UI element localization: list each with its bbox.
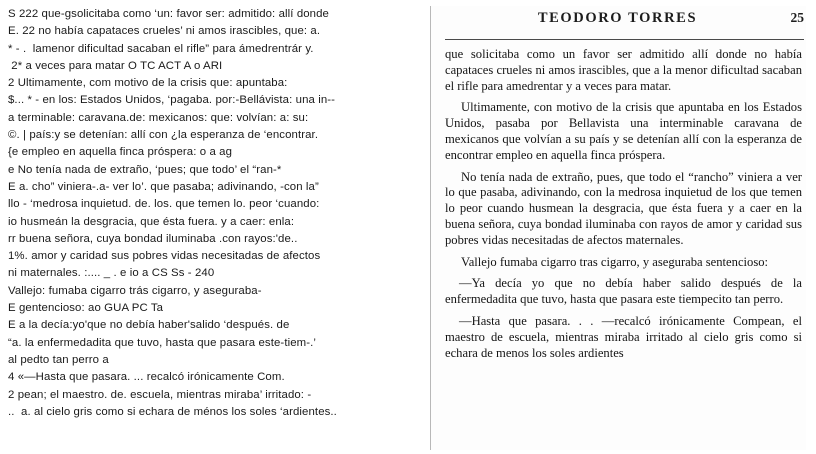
running-head-title: TEODORO TORRES (537, 10, 698, 26)
ocr-line: E. 22 no había capataces crueles’ ni amos irascibles, que: a. (8, 25, 321, 38)
ocr-line: al pedto tan perro a (8, 353, 109, 366)
paragraph: que solicitaba como un favor ser admitido allí donde no había capataces crueles ni amos irascibles, que a la menor dificultad sacaban el rifle para amedrentar y a veces para matar. (445, 47, 802, 93)
ocr-line: * - . lamenor dificultad sacaban el rifle” para ámedrentrár y. (8, 42, 314, 55)
ocr-line: E gentencioso: ao GUA PC Ta (8, 302, 164, 315)
ocr-line: e No tenía nada de extraño, ‘pues; que todo’ el “ran-* (8, 163, 282, 176)
ocr-line: ni maternales. :.... _ . e io a CS Ss - 240 (8, 267, 215, 280)
ocr-line: llo - ‘medrosa inquietud. de. los. que temen lo. peor ‘cuando: (8, 198, 320, 211)
ocr-line: E a la decía:yo'que no debía haber'salido ‘después. de (8, 319, 290, 332)
ocr-line: a terminable: caravana.de: mexicanos: que: volvían: a: su: (8, 111, 309, 124)
running-head (445, 10, 806, 36)
paragraph: Ultimamente, con motivo de la crisis que apuntaba en los Estados Unidos, pasaba por Bellavista una interminable caravana de mexicanos que volvían a su país y se detenían allí con la esperanza de encontrar empleo en aquella finca próspera. (445, 100, 802, 162)
paragraph: Vallejo fumaba cigarro tras cigarro, y aseguraba sentencioso: (461, 254, 769, 269)
scanned-page-body (430, 6, 806, 450)
ocr-line: {e empleo en aquella finca próspera: o a ag (8, 146, 233, 159)
header-divider (445, 39, 804, 40)
ocr-line: 2 pean; el maestro. de. escuela, mientras miraba’ irritado: - (8, 388, 312, 401)
ocr-line: 1%. amor y caridad sus pobres vidas necesitadas de afectos (8, 250, 321, 263)
ocr-line: $... * - en los: Estados Unidos, ‘pagaba. por:-Bellávista: una in-- (8, 94, 336, 107)
ocr-line: S 222 que-gsolicitaba como ‘un: favor ser: admitido: allí donde (8, 8, 329, 20)
ocr-line: 2* a veces para matar O TC ACT A o ARI (8, 59, 223, 72)
paragraph: —Ya decía yo que no debía haber salido después de la enfermedadita que tuvo, hasta que pasara este tiempecito tan perro. (445, 276, 802, 307)
page-number: 25 (790, 10, 804, 25)
ocr-line: io husmeán la desgracia, que ésta fuera. y a caer: enla: (8, 215, 295, 228)
ocr-line: ©. | país:y se detenían: allí con ¿la esperanza de ‘encontrar. (8, 129, 319, 142)
scanned-page-pane (418, 0, 816, 454)
ocr-line: 2 Ultimamente, com motivo de la crisis que: apuntaba: (8, 77, 288, 90)
ocr-line: 4 «—Hasta que pasara. ... recalcó irónicamente Com. (8, 371, 285, 384)
paragraph: —Hasta que pasara. . . —recalcó irónicamente Compean, el maestro de escuela, mientras miraba irritado al cielo gris como si echara de menos los soles ardientes (445, 313, 802, 360)
ocr-line: Vallejo: fumaba cigarro trás cigarro, y aseguraba- (8, 284, 262, 297)
ocr-line: E a. cho” viniera-.a- ver lo’. que pasaba; adivinando, -con la” (8, 180, 319, 193)
page-text (445, 47, 806, 361)
ocr-line: rr buena señora, cuya bondad iluminaba .con rayos:'de.. (8, 232, 298, 245)
ocr-line: .. a. al cielo gris como si echara de ménos los soles ‘ardientes.. (8, 405, 337, 418)
ocr-line: “a. la enfermedadita que tuvo, hasta que pasara este-tiem-.’ (8, 336, 317, 349)
paragraph: No tenía nada de extraño, pues, que todo el “rancho” viniera a ver lo que pasaba, adivinando, con la medrosa inquietud de los que temen lo peor cuando husmean la desgracia, que ésta fuera y a caer en la buena señora, cuya bondad iluminaba con rayos de amor y caridad sus pobres vidas necesitadas de afectos maternales. (445, 169, 802, 247)
